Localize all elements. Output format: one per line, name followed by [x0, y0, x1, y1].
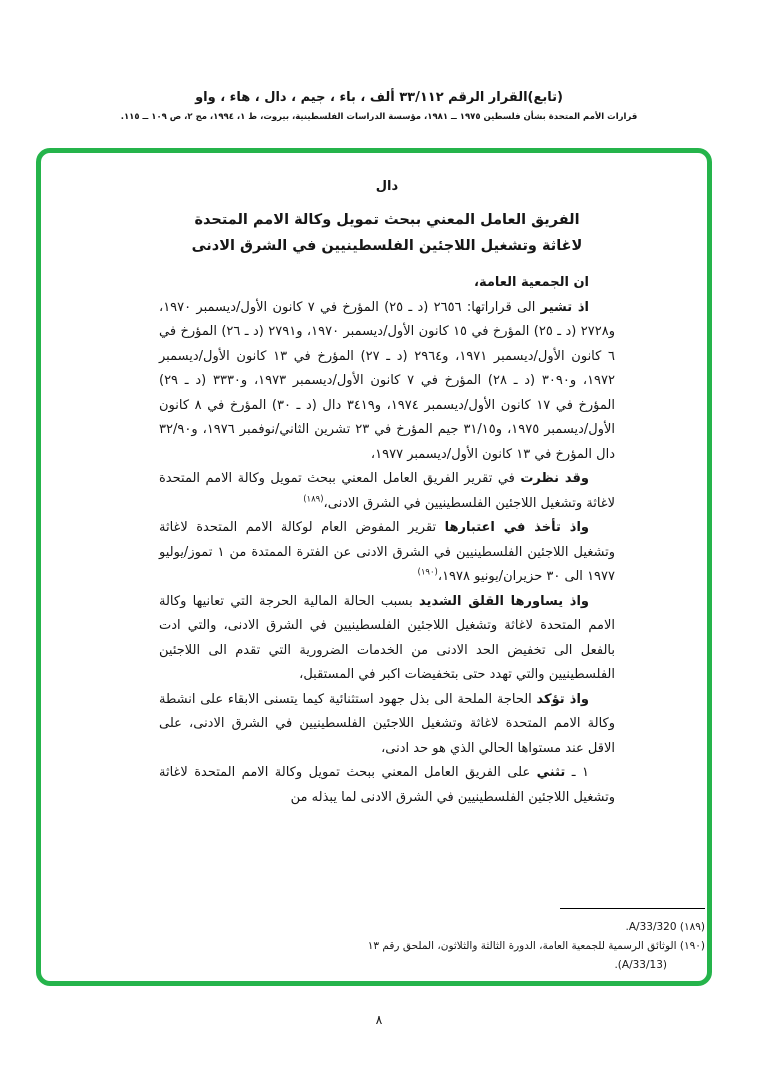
footnote-reference-190: (١٩٠): [417, 567, 438, 578]
footnotes-section: [321, 908, 705, 975]
footnote-190: (١٩٠) الوثائق الرسمية للجمعية العامة، الدورة الثالثة والثلاثون، الملحق رقم ١٣ (A/33/13).: [367, 940, 705, 971]
paragraph-text: بسبب الحالة المالية الحرجة التي تعانيها وكالة الامم المتحدة لاغاثة وتشغيل اللاجئين الفلسطينيين في الشرق الادنى، والتي ادت بالفعل الى تخفيض الحد الادنى من الخدمات الضرورية التي تقدم الى اللاجئين الفلسطينيين والتي تهدد حتى بتخفيضات اكبر في المستقبل،: [159, 593, 615, 682]
paragraph-lead: ان الجمعية العامة،: [474, 275, 589, 290]
paragraph-emphasizing-need: [159, 688, 615, 762]
footnote-reference-189: (١٨٩): [303, 494, 324, 505]
document-title: [159, 207, 615, 259]
document-title-line2: لاغاثة وتشغيل اللاجئين الفلسطينيين في الشرق الادنى: [191, 238, 583, 254]
paragraph-preamble-opening: [159, 271, 615, 296]
paragraph-gravely-concerned: [159, 590, 615, 688]
paragraph-lead: اذ تشير: [540, 299, 589, 315]
paragraph-text: تقرير المفوض العام لوكالة الامم المتحدة لاغاثة وتشغيل اللاجئين الفلسطينيين في الشرق الادنى عن الفترة الممتدة من ١ تموز/يوليو ١٩٧٧ الى ٣٠ حزيران/يونيو ١٩٧٨،: [159, 520, 616, 584]
main-text-column: [159, 179, 615, 810]
resolution-body: [159, 271, 615, 810]
paragraph-taking-into-account: [159, 516, 615, 590]
paragraph-operative-1-commends: [159, 761, 615, 810]
paragraph-text: الحاجة الملحة الى بذل جهود استثنائية كيما يتسنى الابقاء على انشطة وكالة الامم المتحدة لاغاثة وتشغيل اللاجئين الفلسطينيين في الشرق الادنى، على الاقل عند مستواها الحالي الذي هو حد ادنى،: [159, 691, 615, 756]
paragraph-number: ١ ـ: [565, 765, 589, 780]
section-letter: دال: [375, 179, 399, 194]
paragraph-having-considered: [159, 467, 615, 516]
paragraph-recalling-resolutions: [159, 296, 615, 468]
page-number: ٨: [375, 1012, 383, 1027]
header-source-citation: قرارات الأمم المتحدة بشأن فلسطين ١٩٧٥ ــ ١٩٨١، مؤسسة الدراسات الفلسطينية، بيروت، ط ١، ١٩٩٤، مج ٢، ص ١٠٩ ــ ١١٥.: [120, 112, 638, 122]
document-header: [0, 90, 758, 122]
header-resolution-title: (تابع)القرار الرقم ٣٣/١١٢ ألف ، باء ، جيم ، دال ، هاء ، واو: [195, 90, 563, 105]
paragraph-lead: واذ تؤكد: [536, 691, 589, 707]
paragraph-text: في تقرير الفريق العامل المعني ببحث تمويل وكالة الامم المتحدة لاغاثة وتشغيل اللاجئين الفلسطينيين في الشرق الادنى،: [159, 471, 615, 511]
paragraph-lead: تثني: [536, 765, 566, 780]
paragraph-text: على الفريق العامل المعني ببحث تمويل وكالة الامم المتحدة لاغاثة وتشغيل اللاجئين الفلسطينيين في الشرق الادنى لما يبذله من: [159, 765, 615, 805]
paragraph-lead: واذ تأخذ في اعتبارها: [444, 520, 589, 535]
footnote-divider-rule: [560, 908, 705, 909]
footnote-189: (١٨٩) A/33/320.: [625, 921, 705, 933]
paragraph-text: الى قراراتها: ٢٦٥٦ (د ـ ٢٥) المؤرخ في ٧ كانون الأول/ديسمبر ١٩٧٠، و٢٧٢٨ (د ـ ٢٥) المؤرخ في ١٥ كانون الأول/ديسمبر ١٩٧٠، و٢٧٩١ (د ـ ٢٦) المؤرخ في ٦ كانون الأول/ديسمبر ١٩٧١، و٢٩٦٤ (د ـ ٢٧) المؤرخ في ١٣ كانون الأول/ديسمبر ١٩٧٢، و٣٠٩٠ (د ـ ٢٨) المؤرخ في ٧ كانون الأول/ديسمبر ١٩٧٣، و٣٣٣٠ (د ـ ٢٩) المؤرخ في ١٧ كانون الأول/ديسمبر ١٩٧٤، و٣٤١٩ دال (د ـ ٣٠) المؤرخ في ٨ كانون الأول/ديسمبر ١٩٧٥، و٣١/١٥ جيم المؤرخ في ٢٣ تشرين الثاني/نوفمبر ١٩٧٦، و٣٢/٩٠ دال المؤرخ في ١٣ كانون الأول/ديسمبر ١٩٧٧،: [159, 299, 615, 462]
green-frame: [36, 148, 712, 986]
paragraph-lead: وقد نظرت: [520, 471, 590, 486]
document-title-line1: الفريق العامل المعني ببحث تمويل وكالة الامم المتحدة: [194, 212, 580, 228]
paragraph-lead: واذ يساورها القلق الشديد: [419, 593, 590, 609]
frame-content: [41, 179, 707, 986]
